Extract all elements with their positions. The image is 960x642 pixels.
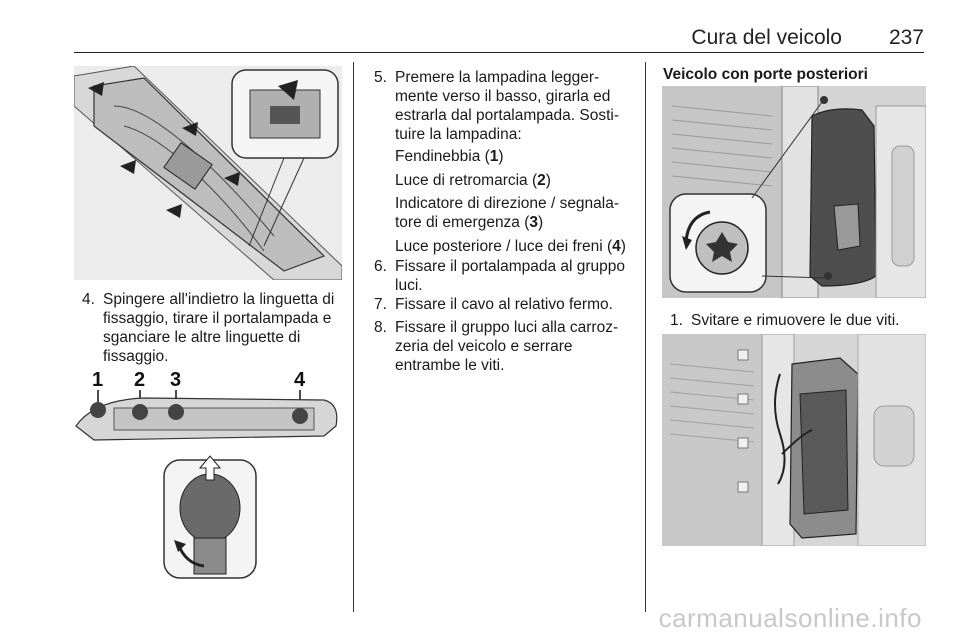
- bulb-ref: 4: [612, 238, 621, 255]
- step-number: 5.: [374, 69, 387, 86]
- bulb-label-end: ): [538, 214, 544, 231]
- figure-lamp-cluster-removed: [662, 334, 926, 546]
- callout-1: 1: [92, 369, 104, 391]
- footer-watermark: carmanualsonline.info: [658, 603, 922, 633]
- callout-3: 3: [170, 369, 182, 391]
- lamp-holder-tabs-illustration: [74, 66, 342, 280]
- step-4-line-2: fissaggio, tirare il portalampada e: [103, 310, 332, 327]
- bulb-3-line-1: Indicatore di direzione / segnala-: [395, 195, 620, 212]
- column-divider-left: [353, 62, 354, 612]
- step-4-line-4: fissaggio.: [103, 348, 169, 365]
- bulb-ref: 1: [489, 148, 499, 165]
- bulb-ref: 3: [529, 214, 539, 231]
- bulb-tail-brake-light: [395, 237, 626, 256]
- lamp-cluster-removed-illustration: [662, 334, 926, 546]
- right-step-1-text: Svitare e rimuovere le due viti.: [691, 312, 900, 329]
- callout-2: 2: [134, 369, 146, 391]
- column-divider-right: [645, 62, 646, 612]
- figure-lamp-holder-bulbs: [74, 368, 342, 580]
- step-5-line-1: Premere la lampadina legger-: [395, 69, 600, 86]
- bulb-label-end: ): [620, 238, 626, 255]
- step-8-line-3: entrambe le viti.: [395, 357, 505, 374]
- bulb-label: Luce posteriore / luce dei freni (: [395, 238, 613, 255]
- bulb-label-end: ): [498, 148, 504, 165]
- bulb-reverse-light: [395, 171, 551, 190]
- step-6-line-1: Fissare il portalampada al gruppo: [395, 258, 626, 275]
- step-4-line-1: Spingere all'indietro la linguetta di: [103, 291, 335, 308]
- step-5-line-2: mente verso il basso, girarla ed: [395, 88, 611, 105]
- figure-rear-doors-screws: [662, 86, 926, 298]
- step-number: 6.: [374, 258, 387, 275]
- section-heading: Veicolo con porte posteriori: [663, 66, 868, 83]
- step-5-line-4: tuire la lampadina:: [395, 126, 522, 143]
- callout-4: 4: [294, 369, 306, 391]
- step-number: 4.: [82, 291, 95, 308]
- bulb-3-line-2: tore di emergenza (: [395, 214, 530, 231]
- page-number: 237: [888, 26, 924, 49]
- step-6-line-2: luci.: [395, 277, 423, 294]
- bulb-label: Luce di retromarcia (: [395, 172, 538, 189]
- rear-doors-screws-illustration: [662, 86, 926, 298]
- bulb-fog-light: [395, 147, 504, 166]
- lamp-holder-bulbs-illustration: [74, 368, 342, 580]
- step-number: 7.: [374, 296, 387, 313]
- step-4-line-3: sganciare le altre linguette di: [103, 329, 301, 346]
- bulb-turn-signal: [395, 194, 645, 232]
- step-8-line-1: Fissare il gruppo luci alla carroz-: [395, 319, 619, 336]
- bulb-label-end: ): [545, 172, 551, 189]
- page-header: [74, 22, 924, 53]
- figure-lamp-holder-tabs: [74, 66, 342, 280]
- step-8-line-2: zeria del veicolo e serrare: [395, 338, 573, 355]
- step-number: 8.: [374, 319, 387, 336]
- bulb-ref: 2: [537, 172, 546, 189]
- step-number: 1.: [670, 312, 683, 329]
- bulb-label: Fendinebbia (: [395, 148, 490, 165]
- step-5-line-3: estrarla dal portalampada. Sosti-: [395, 107, 620, 124]
- header-title: Cura del veicolo: [691, 26, 842, 49]
- step-7-line-1: Fissare il cavo al relativo fermo.: [395, 296, 613, 313]
